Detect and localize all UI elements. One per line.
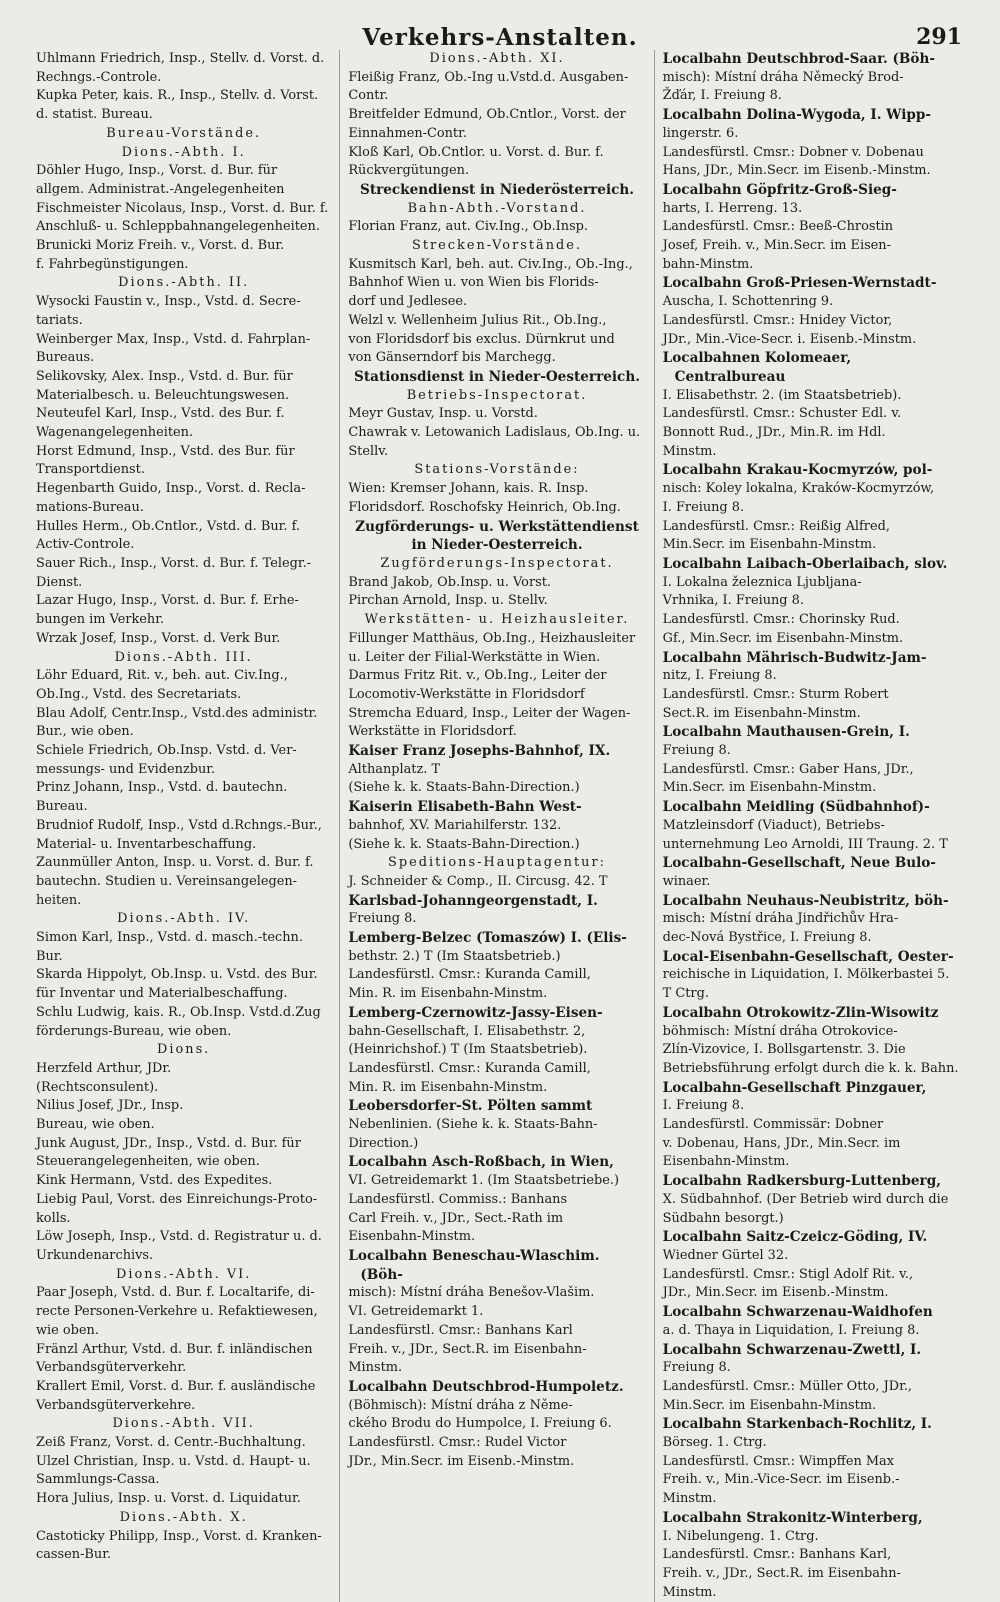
section-heading: Bureau-Vorstände. <box>106 125 262 141</box>
section-heading: Dions. <box>157 1042 211 1058</box>
text-line: Zaunmüller Anton, Insp. u. Vorst. d. Bur. f. <box>36 855 314 871</box>
section-heading: Strecken-Vorstände. <box>412 238 582 254</box>
text-line: I. Elisabethstr. 2. (im Staatsbetrieb). <box>662 387 902 403</box>
text-line: v. Dobenau, Hans, JDr., Min.Secr. im <box>662 1135 901 1151</box>
entry-heading: Localbahn Göpfritz-Groß-Sieg- <box>662 181 897 198</box>
text-line: Freiung 8. <box>348 911 417 927</box>
entry-heading: Localbahn Mährisch-Budwitz-Jam- <box>662 649 927 666</box>
text-line: Landesfürstl. Cmsr.: Hnidey Victor, <box>662 312 893 328</box>
text-line: bungen im Verkehr. <box>36 612 165 628</box>
text-line: Schlu Ludwig, kais. R., Ob.Insp. Vstd.d.Zug <box>36 1004 321 1020</box>
text-line: Locomotiv-Werkstätte in Floridsdorf <box>348 686 585 702</box>
text-line: Südbahn besorgt.) <box>662 1210 784 1226</box>
entry-heading: Kaiserin Elisabeth-Bahn West- <box>348 799 582 816</box>
text-line: Bahnhof Wien u. von Wien bis Florids- <box>348 275 599 291</box>
text-line: Liebig Paul, Vorst. des Einreichungs-Proto- <box>36 1191 318 1207</box>
text-line: von Gänserndorf bis Marchegg. <box>348 350 556 366</box>
text-line: VI. Getreidemarkt 1. (Im Staatsbetriebe.) <box>348 1173 619 1189</box>
text-line: Transportdienst. <box>36 462 145 478</box>
text-line: Betriebsführung erfolgt durch die k. k. Bahn. <box>662 1060 959 1076</box>
text-line: Freih. v., JDr., Sect.R. im Eisenbahn- <box>662 1565 901 1581</box>
column-middle <box>340 50 654 1602</box>
text-line: Landesfürstl. Cmsr.: Gaber Hans, JDr., <box>662 761 914 777</box>
text-line: I. Nibelungeng. 1. Ctrg. <box>662 1528 819 1544</box>
entry-heading: Localbahn-Gesellschaft, Neue Bulo- <box>662 855 936 872</box>
text-line: Minstm. <box>348 1360 403 1376</box>
text-line: (Rechtsconsulent). <box>36 1079 159 1095</box>
page-number: 291 <box>916 24 962 50</box>
entry-heading: Localbahn Neuhaus-Neubistritz, böh- <box>662 892 949 909</box>
text-line: cassen-Bur. <box>36 1547 112 1563</box>
text-line: Floridsdorf. Roschofsky Heinrich, Ob.Ing. <box>348 499 621 515</box>
text-line: Bureau, wie oben. <box>36 1117 155 1133</box>
text-line: Werkstätte in Floridsdorf. <box>348 724 517 740</box>
text-line: Wrzak Josef, Insp., Vorst. d. Verk Bur. <box>36 630 281 646</box>
text-line: böhmisch: Místní dráha Otrokovice- <box>662 1023 898 1039</box>
text-line: messungs- und Evidenzbur. <box>36 761 216 777</box>
column-right <box>655 50 972 1602</box>
text-line: Vrhnika, I. Freiung 8. <box>662 593 804 609</box>
text-line: Landesfürstl. Cmsr.: Reißig Alfred, <box>662 518 890 534</box>
text-line: Prinz Johann, Insp., Vstd. d. bautechn. <box>36 780 288 796</box>
entry-heading: Localbahn Mauthausen-Grein, I. <box>662 724 910 741</box>
entry-heading: Localbahn Groß-Priesen-Wernstadt- <box>662 275 937 292</box>
text-line: d. statist. Bureau. <box>36 107 153 123</box>
text-line: Kloß Karl, Ob.Cntlor. u. Vorst. d. Bur. f. <box>348 144 604 160</box>
entry-heading: Streckendienst in Niederösterreich. <box>360 181 635 198</box>
text-line: winaer. <box>662 873 711 889</box>
text-line: Bureaus. <box>36 350 95 366</box>
text-line: Pirchan Arnold, Insp. u. Stellv. <box>348 593 548 609</box>
text-line: Krallert Emil, Vorst. d. Bur. f. ausländische <box>36 1378 316 1394</box>
section-heading: Betriebs-Inspectorat. <box>406 387 588 403</box>
text-line: Min.Secr. im Eisenbahn-Minstm. <box>662 780 877 796</box>
text-line: JDr., Min.Secr. im Eisenb.-Minstm. <box>662 1285 889 1301</box>
page-title: Verkehrs-Anstalten. <box>362 24 638 51</box>
text-line: Brunicki Moriz Freih. v., Vorst. d. Bur. <box>36 238 285 254</box>
text-line: misch): Místní dráha Benešov-Vlašim. <box>348 1285 595 1301</box>
text-line: Simon Karl, Insp., Vstd. d. masch.-techn. <box>36 930 303 946</box>
text-line: Fränzl Arthur, Vstd. d. Bur. f. inländischen <box>36 1341 313 1357</box>
text-line: Landesfürstl. Cmsr.: Beeß-Chrostin <box>662 219 894 235</box>
text-line: harts, I. Herreng. 13. <box>662 200 803 216</box>
text-line: recte Personen-Verkehre u. Refaktiewesen, <box>36 1304 318 1320</box>
text-line: dorf und Jedlesee. <box>348 294 468 310</box>
text-line: wie oben. <box>36 1322 99 1338</box>
text-line: Einnahmen-Contr. <box>348 125 467 141</box>
text-line: Wiedner Gürtel 32. <box>662 1248 789 1263</box>
entry-heading: Localbahn Saitz-Czeicz-Göding, IV. <box>662 1229 928 1246</box>
text-line: Activ-Controle. <box>36 537 135 553</box>
text-line: Döhler Hugo, Insp., Vorst. d. Bur. für <box>36 163 278 179</box>
text-line: Direction.) <box>348 1135 419 1151</box>
text-line: I. Freiung 8. <box>662 499 745 515</box>
text-line: Minstm. <box>662 443 717 459</box>
text-line: bahnhof, XV. Mariahilferstr. 132. <box>348 817 562 833</box>
entry-heading: Localbahn Asch-Roßbach, in Wien, <box>348 1154 614 1171</box>
text-line: Darmus Fritz Rit. v., Ob.Ing., Leiter der <box>348 668 607 684</box>
text-line: nisch: Koley lokalna, Kraków-Kocmyrzów, <box>662 481 935 497</box>
column-left <box>28 50 340 1602</box>
text-line: (Böhmisch): Místní dráha z Něme- <box>348 1397 573 1413</box>
section-heading: Zugförderungs-Inspectorat. <box>380 555 614 571</box>
text-line: Nilius Josef, JDr., Insp. <box>36 1098 184 1114</box>
text-line: Landesfürstl. Cmsr.: Rudel Victor <box>348 1435 567 1451</box>
text-line: Landesfürstl. Cmsr.: Sturm Robert <box>662 686 889 702</box>
text-line: Löhr Eduard, Rit. v., beh. aut. Civ.Ing., <box>36 668 288 684</box>
text-line: Skarda Hippolyt, Ob.Insp. u. Vstd. des Bur. <box>36 967 318 983</box>
text-line: Žďár, I. Freiung 8. <box>662 88 782 104</box>
text-line: Landesfürstl. Commiss.: Banhans <box>348 1191 568 1207</box>
text-line: Schiele Friedrich, Ob.Insp. Vstd. d. Ver- <box>36 743 297 759</box>
text-line: Fillunger Matthäus, Ob.Ing., Heizhausleiter <box>348 630 636 646</box>
entry-heading: Localbahnen Kolomeaer, Centralbureau <box>662 350 852 385</box>
text-line: Hegenbarth Guido, Insp., Vorst. d. Recla- <box>36 481 306 497</box>
text-line: Stremcha Eduard, Insp., Leiter der Wagen- <box>348 705 631 721</box>
entry-heading: Localbahn Schwarzenau-Waidhofen <box>662 1304 933 1321</box>
text-line: Auscha, I. Schottenring 9. <box>662 294 834 310</box>
text-line: JDr., Min.-Vice-Secr. i. Eisenb.-Minstm. <box>662 331 917 347</box>
section-heading: Speditions-Hauptagentur: <box>388 855 606 871</box>
entry-heading: Localbahn Meidling (Südbahnhof)- <box>662 799 930 816</box>
text-line: Kusmitsch Karl, beh. aut. Civ.Ing., Ob.-Ing., <box>348 256 633 272</box>
entry-heading: Localbahn Deutschbrod-Saar. (Böh- <box>662 51 935 67</box>
text-line: Urkundenarchivs. <box>36 1248 154 1263</box>
entry-heading: Localbahn Beneschau-Wlaschim. (Böh- <box>348 1248 600 1283</box>
text-line: Fleißig Franz, Ob.-Ing u.Vstd.d. Ausgaben- <box>348 69 629 85</box>
text-line: Verbandsgüterverkehr. <box>36 1360 187 1376</box>
text-line: Min. R. im Eisenbahn-Minstm. <box>348 986 548 1002</box>
text-line: Blau Adolf, Centr.Insp., Vstd.des administr. <box>36 705 318 721</box>
entry-heading: Stationsdienst in Nieder-Oesterreich. <box>354 368 640 385</box>
text-line: bahn-Gesellschaft, I. Elisabethstr. 2, <box>348 1023 586 1039</box>
text-line: Nebenlinien. (Siehe k. k. Staats-Bahn- <box>348 1117 598 1133</box>
text-line: misch: Místní dráha Jindřichův Hra- <box>662 911 899 927</box>
text-line: Welzl v. Wellenheim Julius Rit., Ob.Ing., <box>348 312 607 328</box>
text-line: Landesfürstl. Cmsr.: Kuranda Camill, <box>348 1060 591 1076</box>
text-line: dec-Nová Bystřice, I. Freiung 8. <box>662 930 872 946</box>
text-line: Sect.R. im Eisenbahn-Minstm. <box>662 705 861 721</box>
entry-heading: Kaiser Franz Josephs-Bahnhof, IX. <box>348 743 611 760</box>
text-line: I. Freiung 8. <box>662 1098 745 1114</box>
text-line: reichische in Liquidation, I. Mölkerbastei 5. <box>662 967 950 983</box>
text-line: Rechngs.-Controle. <box>36 69 162 85</box>
text-line: Hora Julius, Insp. u. Vorst. d. Liquidatur. <box>36 1491 301 1507</box>
text-line: Min.Secr. im Eisenbahn-Minstm. <box>662 537 877 553</box>
text-line: Kupka Peter, kais. R., Insp., Stellv. d. Vorst. <box>36 88 319 104</box>
text-line: Löw Joseph, Insp., Vstd. d. Registratur u. d. <box>36 1229 322 1245</box>
text-line: Weinberger Max, Insp., Vstd. d. Fahrplan- <box>36 331 311 347</box>
text-line: a. d. Thaya in Liquidation, I. Freiung 8. <box>662 1322 920 1338</box>
page-header <box>28 10 972 50</box>
text-line: nitz, I. Freiung 8. <box>662 668 777 684</box>
text-line: Landesfürstl. Cmsr.: Dobner v. Dobenau <box>662 144 924 160</box>
text-line: Junk August, JDr., Insp., Vstd. d. Bur. für <box>36 1135 301 1151</box>
text-line: Lazar Hugo, Insp., Vorst. d. Bur. f. Erhe- <box>36 593 299 609</box>
text-line: Min. R. im Eisenbahn-Minstm. <box>348 1079 548 1095</box>
text-line: Castoticky Philipp, Insp., Vorst. d. Kranken- <box>36 1528 322 1544</box>
text-line: allgem. Administrat.-Angelegenheiten <box>36 181 285 197</box>
section-heading: Dions.-Abth. VII. <box>112 1416 255 1432</box>
text-line: Anschluß- u. Schleppbahnangelegenheiten. <box>36 219 320 235</box>
text-line: Landesfürstl. Cmsr.: Schuster Edl. v. <box>662 406 902 422</box>
text-line: von Floridsdorf bis exclus. Dürnkrut und <box>348 331 615 347</box>
text-line: Materialbesch. u. Beleuchtungswesen. <box>36 387 290 403</box>
entry-heading: Localbahn Otrokowitz-Zlin-Wisowitz <box>662 1004 939 1021</box>
text-line: Bonnott Rud., JDr., Min.R. im Hdl. <box>662 425 886 441</box>
text-line: Verbandsgüterverkehre. <box>36 1397 196 1413</box>
text-line: lingerstr. 6. <box>662 125 739 141</box>
text-line: (Heinrichshof.) T (Im Staatsbetrieb). <box>348 1042 588 1058</box>
section-heading: Werkstätten- u. Heizhausleiter. <box>364 612 630 628</box>
text-line: Wysocki Faustin v., Insp., Vstd. d. Secre- <box>36 294 301 310</box>
entry-heading: Lemberg-Belzec (Tomaszów) I. (Elis- <box>348 930 627 947</box>
text-line: Landesfürstl. Commissär: Dobner <box>662 1117 884 1133</box>
text-line: Fischmeister Nicolaus, Insp., Vorst. d. Bur. f. <box>36 200 329 216</box>
text-line: Horst Edmund, Insp., Vstd. des Bur. für <box>36 443 295 459</box>
text-line: Contr. <box>348 88 389 104</box>
section-heading: Dions.-Abth. II. <box>118 275 250 291</box>
text-line: Wien: Kremser Johann, kais. R. Insp. <box>348 481 589 497</box>
text-line: für Inventar und Materialbeschaffung. <box>36 986 288 1002</box>
text-line: Carl Freih. v., JDr., Sect.-Rath im <box>348 1210 564 1226</box>
entry-heading: Localbahn Krakau-Kocmyrzów, pol- <box>662 462 933 479</box>
text-line: Bureau. <box>36 799 88 815</box>
entry-heading: Localbahn Strakonitz-Winterberg, <box>662 1509 923 1526</box>
text-line: Freih. v., Min.-Vice-Secr. im Eisenb.- <box>662 1472 900 1488</box>
text-line: Paar Joseph, Vstd. d. Bur. f. Localtarife, di- <box>36 1285 315 1301</box>
entry-heading: Localbahn Starkenbach-Rochlitz, I. <box>662 1416 932 1433</box>
text-line: Kink Hermann, Vstd. des Expedites. <box>36 1173 273 1189</box>
text-line: Wagenangelegenheiten. <box>36 425 194 441</box>
text-line: Breitfelder Edmund, Ob.Cntlor., Vorst. der <box>348 107 626 123</box>
text-line: Sammlungs-Cassa. <box>36 1472 160 1488</box>
section-heading: Dions.-Abth. III. <box>114 649 253 665</box>
text-line: (Siehe k. k. Staats-Bahn-Direction.) <box>348 780 580 796</box>
text-line: bethstr. 2.) T (Im Staatsbetrieb.) <box>348 948 561 964</box>
text-line: JDr., Min.Secr. im Eisenb.-Minstm. <box>348 1453 575 1469</box>
text-line: Chawrak v. Letowanich Ladislaus, Ob.Ing. u. <box>348 425 641 441</box>
entry-heading: Localbahn Deutschbrod-Humpoletz. <box>348 1378 624 1395</box>
text-line: ckého Brodu do Humpolce, I. Freiung 6. <box>348 1416 612 1432</box>
entry-heading: Local-Eisenbahn-Gesellschaft, Oester- <box>662 948 954 965</box>
text-line: X. Südbahnhof. (Der Betrieb wird durch die <box>662 1191 949 1207</box>
text-line: bahn-Minstm. <box>662 256 754 272</box>
entry-heading: Leobersdorfer-St. Pölten sammt <box>348 1098 593 1115</box>
text-line: unternehmung Leo Arnoldi, III Traung. 2. T <box>662 836 948 852</box>
entry-heading: Lemberg-Czernowitz-Jassy-Eisen- <box>348 1004 603 1021</box>
text-line: Zlín-Vizovice, I. Bollsgartenstr. 3. Die <box>662 1042 906 1058</box>
text-line: Althanplatz. T <box>348 761 441 777</box>
section-heading: Dions.-Abth. IV. <box>117 911 251 927</box>
text-line: Neuteufel Karl, Insp., Vstd. des Bur. f. <box>36 406 285 422</box>
text-line: Hulles Herm., Ob.Cntlor., Vstd. d. Bur. f. <box>36 518 300 534</box>
section-heading: Stations-Vorstände: <box>414 462 580 478</box>
text-line: misch): Místní dráha Německý Brod- <box>662 69 904 85</box>
text-line: Brand Jakob, Ob.Insp. u. Vorst. <box>348 574 551 590</box>
text-line: Rückvergütungen. <box>348 163 470 179</box>
text-line: Minstm. <box>662 1491 717 1507</box>
text-line: mations-Bureau. <box>36 499 144 515</box>
entry-heading: Localbahn Laibach-Oberlaibach, slov. <box>662 555 948 572</box>
text-line: (Siehe k. k. Staats-Bahn-Direction.) <box>348 836 580 852</box>
text-line: f. Fahrbegünstigungen. <box>36 256 189 272</box>
text-line: I. Lokalna železnica Ljubljana- <box>662 574 862 590</box>
text-line: T Ctrg. <box>662 986 709 1002</box>
entry-heading: in Nieder-Oesterreich. <box>411 537 583 554</box>
text-line: Landesfürstl. Cmsr.: Müller Otto, JDr., <box>662 1378 913 1394</box>
text-line: Stellv. <box>348 443 389 459</box>
text-line: Florian Franz, aut. Civ.Ing., Ob.Insp. <box>348 219 589 235</box>
section-heading: Bahn-Abth.-Vorstand. <box>407 200 587 216</box>
text-line: förderungs-Bureau, wie oben. <box>36 1023 232 1039</box>
text-line: Freiung 8. <box>662 1360 731 1376</box>
text-line: Meyr Gustav, Insp. u. Vorstd. <box>348 406 538 422</box>
text-line: Brudniof Rudolf, Insp., Vstd d.Rchngs.-Bur., <box>36 817 322 833</box>
text-line: Gf., Min.Secr. im Eisenbahn-Minstm. <box>662 630 904 646</box>
entry-heading: Zugförderungs- u. Werkstättendienst <box>355 518 639 535</box>
text-line: Eisenbahn-Minstm. <box>348 1229 476 1245</box>
text-line: Selikovsky, Alex. Insp., Vstd. d. Bur. für <box>36 368 293 384</box>
text-line: Börseg. 1. Ctrg. <box>662 1435 767 1451</box>
text-line: Steuerangelegenheiten, wie oben. <box>36 1154 260 1170</box>
text-line: Josef, Freih. v., Min.Secr. im Eisen- <box>662 238 891 254</box>
text-line: Landesfürstl. Cmsr.: Stigl Adolf Rit. v., <box>662 1266 914 1282</box>
text-line: Matzleinsdorf (Viaduct), Betriebs- <box>662 817 885 833</box>
text-line: Ob.Ing., Vstd. des Secretariats. <box>36 686 242 702</box>
text-line: kolls. <box>36 1210 71 1226</box>
text-line: Hans, JDr., Min.Secr. im Eisenb.-Minstm. <box>662 163 931 179</box>
text-line: Landesfürstl. Cmsr.: Kuranda Camill, <box>348 967 591 983</box>
text-line: heiten. <box>36 892 82 908</box>
text-line: Bur., wie oben. <box>36 724 134 740</box>
text-line: tariats. <box>36 312 83 328</box>
text-line: Landesfürstl. Cmsr.: Wimpffen Max <box>662 1453 895 1469</box>
text-line: Zeiß Franz, Vorst. d. Centr.-Buchhaltung. <box>36 1435 306 1451</box>
text-line: J. Schneider & Comp., II. Circusg. 42. T <box>348 873 608 889</box>
text-line: Herzfeld Arthur, JDr. <box>36 1060 172 1076</box>
text-line: Landesfürstl. Cmsr.: Banhans Karl, <box>662 1547 892 1563</box>
text-line: Material- u. Inventarbeschaffung. <box>36 836 257 852</box>
entry-heading: Karlsbad-Johanngeorgenstadt, I. <box>348 892 598 909</box>
entry-heading: Localbahn Schwarzenau-Zwettl, I. <box>662 1341 922 1358</box>
text-columns <box>28 50 972 1602</box>
text-line: Dienst. <box>36 574 83 590</box>
text-line: VI. Getreidemarkt 1. <box>348 1304 484 1320</box>
text-line: Sauer Rich., Insp., Vorst. d. Bur. f. Telegr.- <box>36 555 312 571</box>
text-line: Landesfürstl. Cmsr.: Banhans Karl <box>348 1322 573 1338</box>
text-line: Landesfürstl. Cmsr.: Chorinsky Rud. <box>662 612 900 628</box>
text-line: Bur. <box>36 948 63 964</box>
text-line: Eisenbahn-Minstm. <box>662 1154 790 1170</box>
section-heading: Dions.-Abth. I. <box>121 144 246 160</box>
text-line: Ulzel Christian, Insp. u. Vstd. d. Haupt- u. <box>36 1453 311 1469</box>
entry-heading: Localbahn Radkersburg-Luttenberg, <box>662 1173 941 1190</box>
text-line: bautechn. Studien u. Vereinsangelegen- <box>36 873 298 889</box>
text-line: Min.Secr. im Eisenbahn-Minstm. <box>662 1397 877 1413</box>
section-heading: Dions.-Abth. X. <box>119 1509 248 1525</box>
section-heading: Dions.-Abth. XI. <box>429 51 565 66</box>
entry-heading: Localbahn Dolina-Wygoda, I. Wipp- <box>662 107 932 124</box>
section-heading: Dions.-Abth. VI. <box>116 1266 252 1282</box>
entry-heading: Localbahn-Gesellschaft Pinzgauer, <box>662 1079 927 1096</box>
text-line: Freiung 8. <box>662 743 731 759</box>
text-line: Uhlmann Friedrich, Insp., Stellv. d. Vorst. d. <box>36 51 325 66</box>
text-line: Freih. v., JDr., Sect.R. im Eisenbahn- <box>348 1341 587 1357</box>
text-line: Minstm. <box>662 1584 717 1600</box>
text-line: u. Leiter der Filial-Werkstätte in Wien. <box>348 649 601 665</box>
